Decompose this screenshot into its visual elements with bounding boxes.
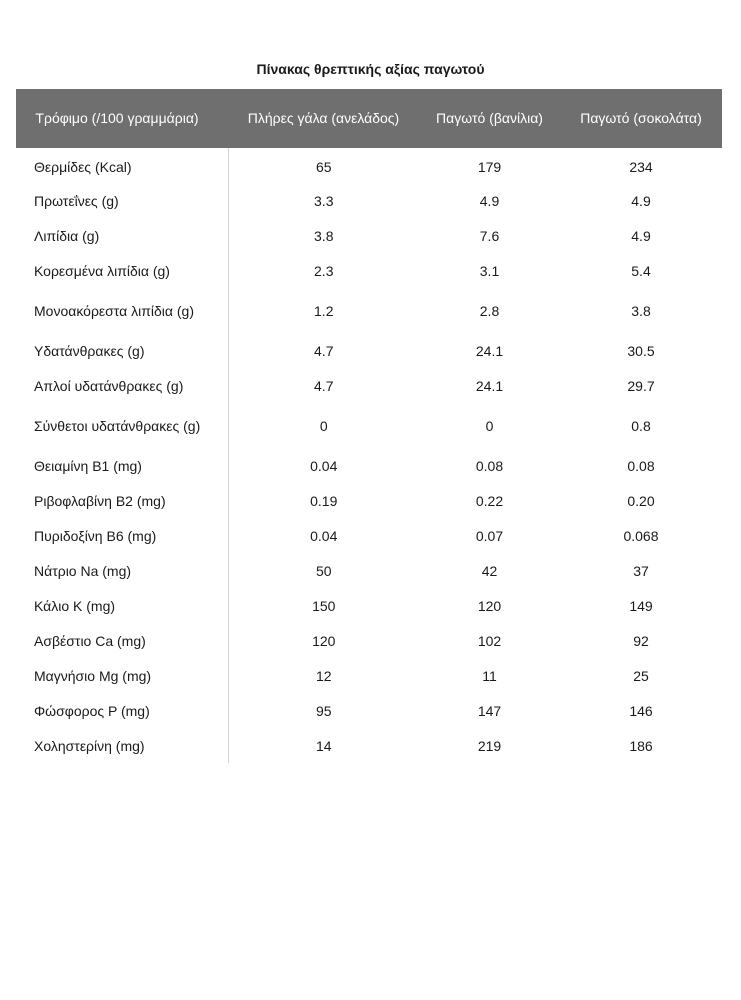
chocolate-value: 149 [629,597,653,614]
nutrient-name: Πρωτεΐνες (g) [16,183,228,218]
chocolate-value: 186 [629,737,653,754]
whole-milk-value: 0.04 [310,527,338,544]
whole-milk-value: 1.2 [314,302,334,319]
table-row [16,148,722,183]
vanilla-value: 2.8 [479,302,500,319]
table-row [16,448,722,483]
nutrient-name: Απλοί υδατάνθρακες (g) [16,368,228,403]
table-title: Πίνακας θρεπτικής αξίας παγωτού [256,61,485,77]
whole-milk-value: 2.3 [314,262,334,279]
table-row [16,288,722,333]
whole-milk-value: 65 [315,159,332,175]
header-food: Τρόφιμο (/100 γραμμάρια) [35,110,199,126]
whole-milk-value: 14 [315,737,332,754]
table-row [16,183,722,218]
nutrient-name: Φώσφορος P (mg) [16,693,228,728]
table-row [16,483,722,518]
vanilla-value: 24.1 [475,342,504,359]
table-row [16,623,722,658]
whole-milk-value: 50 [315,562,332,579]
table-row [16,518,722,553]
chocolate-value: 234 [629,159,653,175]
vanilla-value: 42 [481,562,498,579]
chocolate-value: 0.08 [627,457,655,474]
chocolate-value: 92 [633,632,649,649]
vanilla-value: 11 [482,667,497,684]
vanilla-value: 0.07 [475,527,504,544]
table-row [16,728,722,763]
whole-milk-value: 95 [315,702,332,719]
nutrient-name: Πυριδοξίνη B6 (mg) [16,518,228,553]
nutrient-name: Σύνθετοι υδατάνθρακες (g) [16,403,228,448]
vanilla-value: 0 [485,417,494,434]
nutrient-name: Μαγνήσιο Mg (mg) [16,658,228,693]
whole-milk-value: 3.3 [314,192,334,209]
vanilla-value: 179 [477,159,502,175]
nutrient-name: Λιπίδια (g) [16,218,228,253]
table-row [16,553,722,588]
header-vanilla-ice-cream: Παγωτό (βανίλια) [436,110,543,126]
chocolate-value: 37 [633,562,649,579]
chocolate-value: 4.9 [631,192,651,209]
vanilla-value: 102 [477,632,502,649]
table-row [16,253,722,288]
whole-milk-value: 0 [319,417,328,434]
chocolate-value: 5.4 [631,262,651,279]
vanilla-value: 24.1 [475,377,504,394]
whole-milk-value: 0.04 [310,457,338,474]
whole-milk-value: 120 [312,632,336,649]
header-chocolate-ice-cream: Παγωτό (σοκολάτα) [580,110,702,126]
nutrient-name: Κάλιο K (mg) [16,588,228,623]
whole-milk-value: 3.8 [314,227,334,244]
nutrient-name: Νάτριο Na (mg) [16,553,228,588]
chocolate-value: 4.9 [631,227,651,244]
nutrient-name: Ριβοφλαβίνη B2 (mg) [16,483,228,518]
vanilla-value: 147 [477,702,502,719]
chocolate-value: 3.8 [631,302,651,319]
whole-milk-value: 4.7 [314,342,334,359]
nutrient-name: Υδατάνθρακες (g) [16,333,228,368]
table-row [16,403,722,448]
vanilla-value: 4.9 [479,192,500,209]
chocolate-value: 146 [629,702,653,719]
chocolate-value: 0.20 [627,492,655,509]
table-row [16,218,722,253]
nutrient-name: Θερμίδες (Kcal) [16,148,228,183]
chocolate-value: 0.8 [631,417,651,434]
table-row [16,333,722,368]
table-row [16,368,722,403]
nutrient-name: Ασβέστιο Ca (mg) [16,623,228,658]
table-row [16,693,722,728]
chocolate-value: 25 [633,667,649,684]
vanilla-value: 219 [477,737,502,754]
chocolate-value: 30.5 [627,342,655,359]
whole-milk-value: 12 [315,667,332,684]
whole-milk-value: 4.7 [314,377,334,394]
table-header-row [16,89,722,148]
table-row [16,658,722,693]
vanilla-value: 3.1 [479,262,500,279]
vanilla-value: 0.22 [475,492,504,509]
nutrition-table [16,89,722,763]
chocolate-value: 29.7 [627,377,655,394]
vanilla-value: 7.6 [479,227,500,244]
table-row [16,588,722,623]
header-whole-milk: Πλήρες γάλα (ανελάδος) [247,110,400,126]
vanilla-value: 0.08 [475,457,504,474]
nutrient-name: Μονοακόρεστα λιπίδια (g) [16,288,228,333]
nutrient-name: Θειαμίνη B1 (mg) [16,448,228,483]
nutrient-name: Κορεσμένα λιπίδια (g) [16,253,228,288]
vanilla-value: 120 [477,597,502,614]
nutrient-name: Χοληστερίνη (mg) [16,728,228,763]
chocolate-value: 0.068 [623,527,659,544]
whole-milk-value: 0.19 [310,492,338,509]
whole-milk-value: 150 [312,597,336,614]
